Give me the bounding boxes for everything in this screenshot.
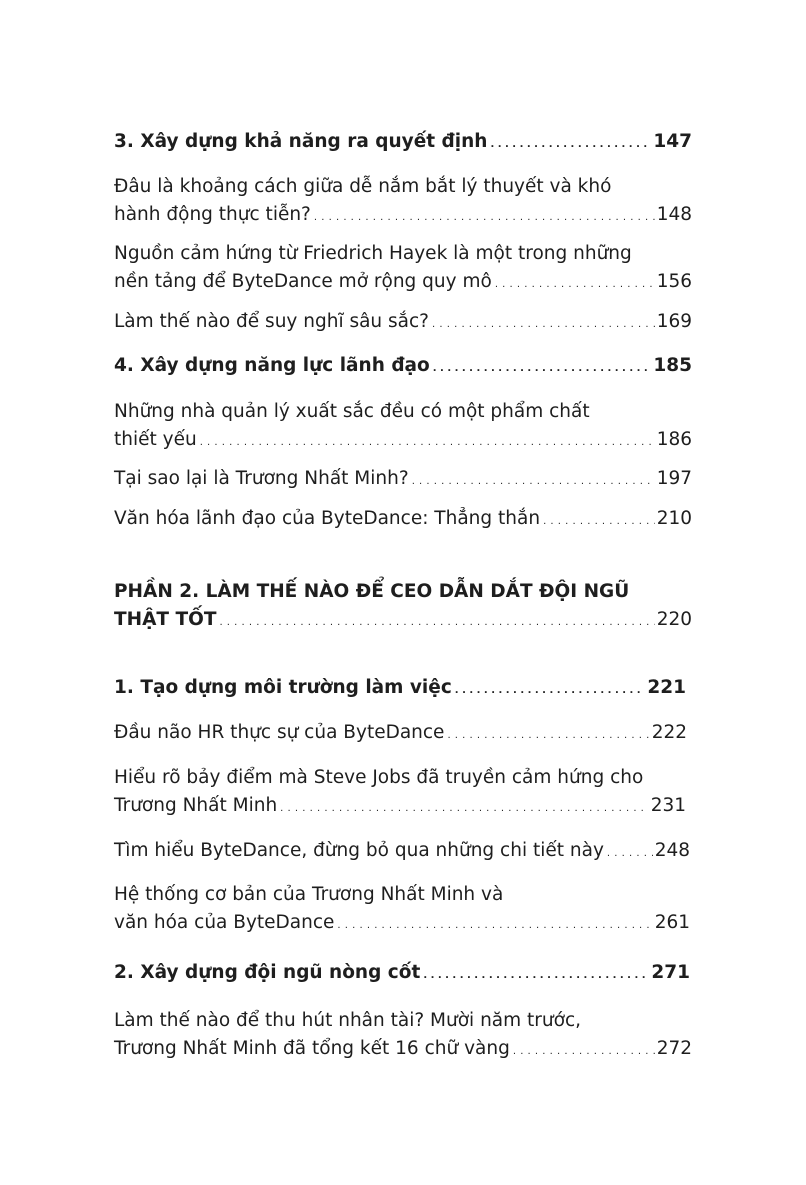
toc-entry-chapter-1[interactable] (114, 674, 686, 705)
entry-title-line1: Làm thế nào để thu hút nhân tài? Mười năm trước, (114, 1010, 581, 1031)
page-number: 197 (656, 468, 692, 489)
toc-entry[interactable] (114, 308, 692, 339)
toc-entry[interactable] (114, 764, 686, 823)
toc-entry[interactable] (114, 837, 690, 868)
page-number: 272 (656, 1038, 692, 1059)
entry-title: 4. Xây dựng năng lực lãnh đạo (114, 355, 430, 376)
entry-title-line1: Nguồn cảm hứng từ Friedrich Hayek là một trong những (114, 243, 632, 264)
entry-title-line1: Hệ thống cơ bản của Trương Nhất Minh và (114, 884, 504, 905)
dot-leader (433, 355, 652, 383)
entry-title: Tìm hiểu ByteDance, đừng bỏ qua những chi tiết này (114, 840, 604, 861)
page-number: 261 (654, 912, 690, 933)
entry-title-line1: Đâu là khoảng cách giữa dễ nắm bắt lý thuyết và khó (114, 176, 612, 197)
dot-leader (280, 795, 649, 823)
entry-title: nền tảng để ByteDance mở rộng quy mô (114, 271, 492, 292)
toc-entry-chapter-3[interactable] (114, 128, 692, 159)
page-number: 169 (656, 311, 692, 332)
entry-title: 2. Xây dựng đội ngũ nòng cốt (114, 962, 421, 983)
dot-leader (337, 912, 652, 940)
entry-title: 1. Tạo dựng môi trường làm việc (114, 677, 452, 698)
page-number: 210 (656, 508, 692, 529)
dot-leader (432, 311, 655, 339)
dot-leader (219, 609, 654, 637)
page-number: 271 (651, 962, 690, 983)
page-number: 222 (651, 722, 687, 743)
entry-title: Trương Nhất Minh (114, 795, 278, 816)
entry-title: Văn hóa lãnh đạo của ByteDance: Thẳng thắn (114, 508, 541, 529)
toc-entry-part-2[interactable] (114, 578, 692, 637)
entry-title: Làm thế nào để suy nghĩ sâu sắc? (114, 311, 430, 332)
dot-leader (543, 508, 655, 536)
entry-title: Đầu não HR thực sự của ByteDance (114, 722, 445, 743)
entry-title: Trương Nhất Minh đã tổng kết 16 chữ vàng (114, 1038, 510, 1059)
page-number: 248 (654, 840, 690, 861)
toc-entry-chapter-4[interactable] (114, 352, 692, 383)
toc-entry-chapter-2[interactable] (114, 959, 690, 990)
dot-leader (412, 468, 655, 496)
dot-leader (495, 271, 655, 299)
page-number: 185 (653, 355, 692, 376)
toc-entry[interactable] (114, 1007, 692, 1066)
toc-entry[interactable] (114, 173, 692, 232)
entry-title-line1: Những nhà quản lý xuất sắc đều có một phẩm chất (114, 401, 590, 422)
entry-title: Tại sao lại là Trương Nhất Minh? (114, 468, 409, 489)
entry-title: THẬT TỐT (114, 609, 217, 630)
toc-entry[interactable] (114, 398, 692, 457)
toc-entry[interactable] (114, 465, 692, 496)
entry-title-line1: PHẦN 2. LÀM THẾ NÀO ĐỂ CEO DẪN DẮT ĐỘI NGŨ (114, 581, 630, 602)
page-number: 156 (656, 271, 692, 292)
toc-entry[interactable] (114, 505, 692, 536)
entry-title: 3. Xây dựng khả năng ra quyết định (114, 131, 488, 152)
page-number: 148 (656, 204, 692, 225)
dot-leader (455, 677, 646, 705)
page-number: 221 (647, 677, 686, 698)
page-number: 147 (653, 131, 692, 152)
page-number: 231 (650, 795, 686, 816)
dot-leader (447, 722, 649, 750)
toc-entry[interactable] (114, 240, 692, 299)
page-number: 186 (656, 429, 692, 450)
toc-entry[interactable] (114, 719, 687, 750)
entry-title-line1: Hiểu rõ bảy điểm mà Steve Jobs đã truyền cảm hứng cho (114, 767, 644, 788)
dot-leader (490, 131, 651, 159)
entry-title: văn hóa của ByteDance (114, 912, 335, 933)
dot-leader (607, 840, 653, 868)
entry-title: thiết yếu (114, 429, 197, 450)
dot-leader (200, 429, 655, 457)
entry-title: hành động thực tiễn? (114, 204, 311, 225)
dot-leader (513, 1038, 655, 1066)
page-number: 220 (656, 609, 692, 630)
dot-leader (423, 962, 649, 990)
dot-leader (314, 204, 655, 232)
toc-entry[interactable] (114, 881, 690, 940)
